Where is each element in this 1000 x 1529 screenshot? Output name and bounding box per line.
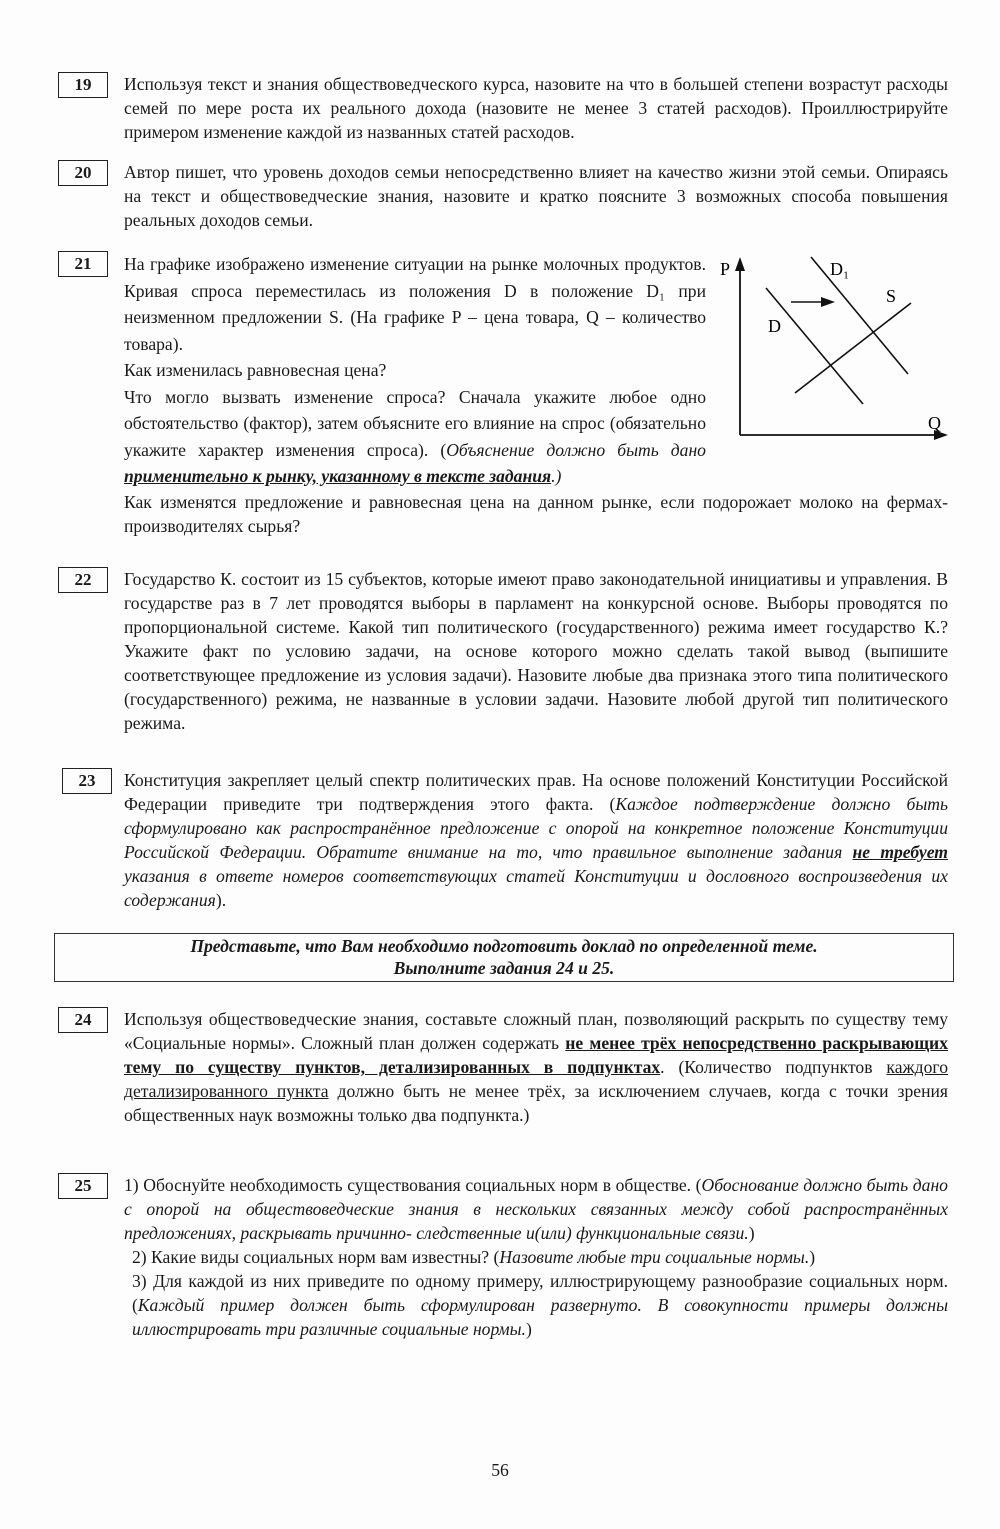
task-number: 25 (58, 1173, 108, 1199)
d-label: D (768, 316, 781, 336)
p-axis-arrow-icon (735, 257, 745, 271)
text: 3) Для каждой из них приведите по одному примеру, иллюстрирующему разнообразие социальных норм. ( (132, 1271, 948, 1315)
task-number: 21 (58, 251, 108, 277)
task-number: 20 (58, 160, 108, 186)
italic-text: Каждое подтверждение должно быть сформулировано как распространённое предложение с опорой на конкретное положение Конституции Российской Федерации. Обратите внимание на то, что правильное выполнение задания (124, 794, 948, 862)
banner-line: Представьте, что Вам необходимо подготовить доклад по определенной теме. (190, 936, 818, 956)
italic-text: указания в ответе номеров соответствующих статей Конституции и дословного воспроизведения их содержания (124, 866, 948, 910)
text: должно быть не менее трёх, за исключением случаев, когда с точки зрения общественных наук возможны только два подпункта.) (124, 1081, 948, 1125)
task-text (124, 768, 948, 912)
italic-text: Назовите любые три социальные нормы. (499, 1247, 810, 1267)
italic-text: Каждый пример должен быть сформулирован развернуто. В совокупности примеры должны иллюстрировать три различные социальные нормы. (132, 1295, 948, 1339)
task-number: 23 (62, 768, 112, 794)
task-text: Государство К. состоит из 15 субъектов, которые имеют право законодательной инициативы и управления. В государстве раз в 7 лет проводятся выборы в парламент на конкурсной основе. Выборы проводятся по пропорциональной системе. Какой тип политического (государственного) режима имеет государство К.? Укажите факт по условию задачи, на основе которого можно сделать такой вывод (выпишите соответствующее предложение из условия задачи). Назовите любые два признака этого типа политического (государственного) режима, не названные в условии задачи. Назовите любой другой тип политического режима. (124, 569, 948, 733)
text: ) (525, 1319, 532, 1339)
text: . (Количество подпунктов (660, 1057, 887, 1077)
emphasis-text: не требует (852, 842, 948, 862)
d1-label: D₁ (830, 259, 850, 279)
text: ) (809, 1247, 816, 1267)
italic-text: Объяснение должно быть дано (446, 439, 706, 460)
text: 2) Какие виды социальных норм вам известны? ( (132, 1247, 500, 1267)
emphasis-text: применительно к рынку, указанному в тексте задания (124, 466, 552, 486)
task-20 (0, 160, 1000, 251)
text: .) (551, 466, 562, 486)
task-text (124, 1007, 948, 1127)
instruction-banner (54, 933, 954, 982)
text: ) (748, 1223, 755, 1243)
task-22 (0, 567, 1000, 768)
task-text (124, 251, 948, 538)
s-label: S (886, 286, 897, 306)
p-label: P (720, 259, 731, 279)
text: 1) Обоснуйте необходимость существования социальных норм в обществе. ( (124, 1175, 702, 1195)
task-number: 19 (58, 72, 108, 98)
text: Конституция закрепляет целый спектр политических прав. На основе положений Конституции Российской Федерации приведите три подтверждения этого факта. ( (124, 770, 948, 814)
instruction-banner-wrapper (0, 933, 1000, 1007)
question-1 (124, 1173, 948, 1245)
task-24 (0, 1007, 1000, 1173)
underlined-text: каждого детализированного пункта (124, 1057, 948, 1101)
task-text: Используя текст и знания обществоведческого курса, назовите на что в большей степени возрастут расходы семей по мере роста их реального дохода (назовите не менее 3 статей расходов). Проиллюстрируйте примером изменение каждой из названных статей расходов. (124, 74, 948, 142)
text: Используя обществоведческие знания, составьте сложный план, позволяющий раскрыть по существу тему «Социальные нормы». Сложный план должен содержать (124, 1009, 948, 1053)
task-paragraph: Как изменилась равновесная цена? (124, 360, 387, 380)
demand-curve-d (766, 288, 863, 404)
task-19 (0, 72, 1000, 160)
question-3 (124, 1269, 948, 1341)
task-paragraph: На графике изображено изменение ситуации на рынке молочных продуктов. Кривая спроса переместилась из положения D в положение D₁ при неизменном предложении S. (На графике P – цена товара, Q – количество товара). (124, 254, 706, 354)
question-2 (124, 1245, 948, 1269)
graph-container (706, 251, 948, 463)
task-paragraph: Как изменятся предложение и равновесная цена на данном рынке, если подорожает молоко на фермах- производителях сырья? (124, 491, 948, 536)
task-text (124, 1173, 948, 1341)
text: Что могло вызвать изменение спроса? Сначала укажите любое одно обстоятельство (фактор), затем объясните его влияние на спрос (обязательно укажите характер изменения спроса). ( (124, 386, 706, 460)
demand-curve-d1 (811, 257, 908, 374)
task-number: 22 (58, 567, 108, 593)
supply-demand-graph (700, 245, 960, 445)
task-25 (0, 1173, 1000, 1341)
shift-arrow-icon (821, 297, 835, 307)
text: ). (215, 890, 227, 910)
task-21 (0, 251, 1000, 567)
banner-line: Выполните задания 24 и 25. (393, 958, 615, 978)
task-23 (0, 768, 1000, 933)
task-text: Автор пишет, что уровень доходов семьи непосредственно влияет на качество жизни этой семьи. Опираясь на текст и обществоведческие знания, назовите и кратко поясните 3 возможных способа повышения реальных доходов семьи. (124, 162, 948, 230)
q-label: Q (928, 413, 941, 433)
supply-curve-s (795, 303, 911, 393)
task-number: 24 (58, 1007, 108, 1033)
page-number: 56 (491, 1460, 509, 1480)
emphasis-text: не менее трёх непосредственно раскрывающих тему по существу пунктов, детализированных в подпунктах (124, 1033, 948, 1077)
italic-text: Обоснование должно быть дано с опорой на обществоведческие знания в нескольких связанных между собой распространённых предложениях, раскрывать причинно- следственные и(или) функциональные связи. (124, 1175, 948, 1243)
